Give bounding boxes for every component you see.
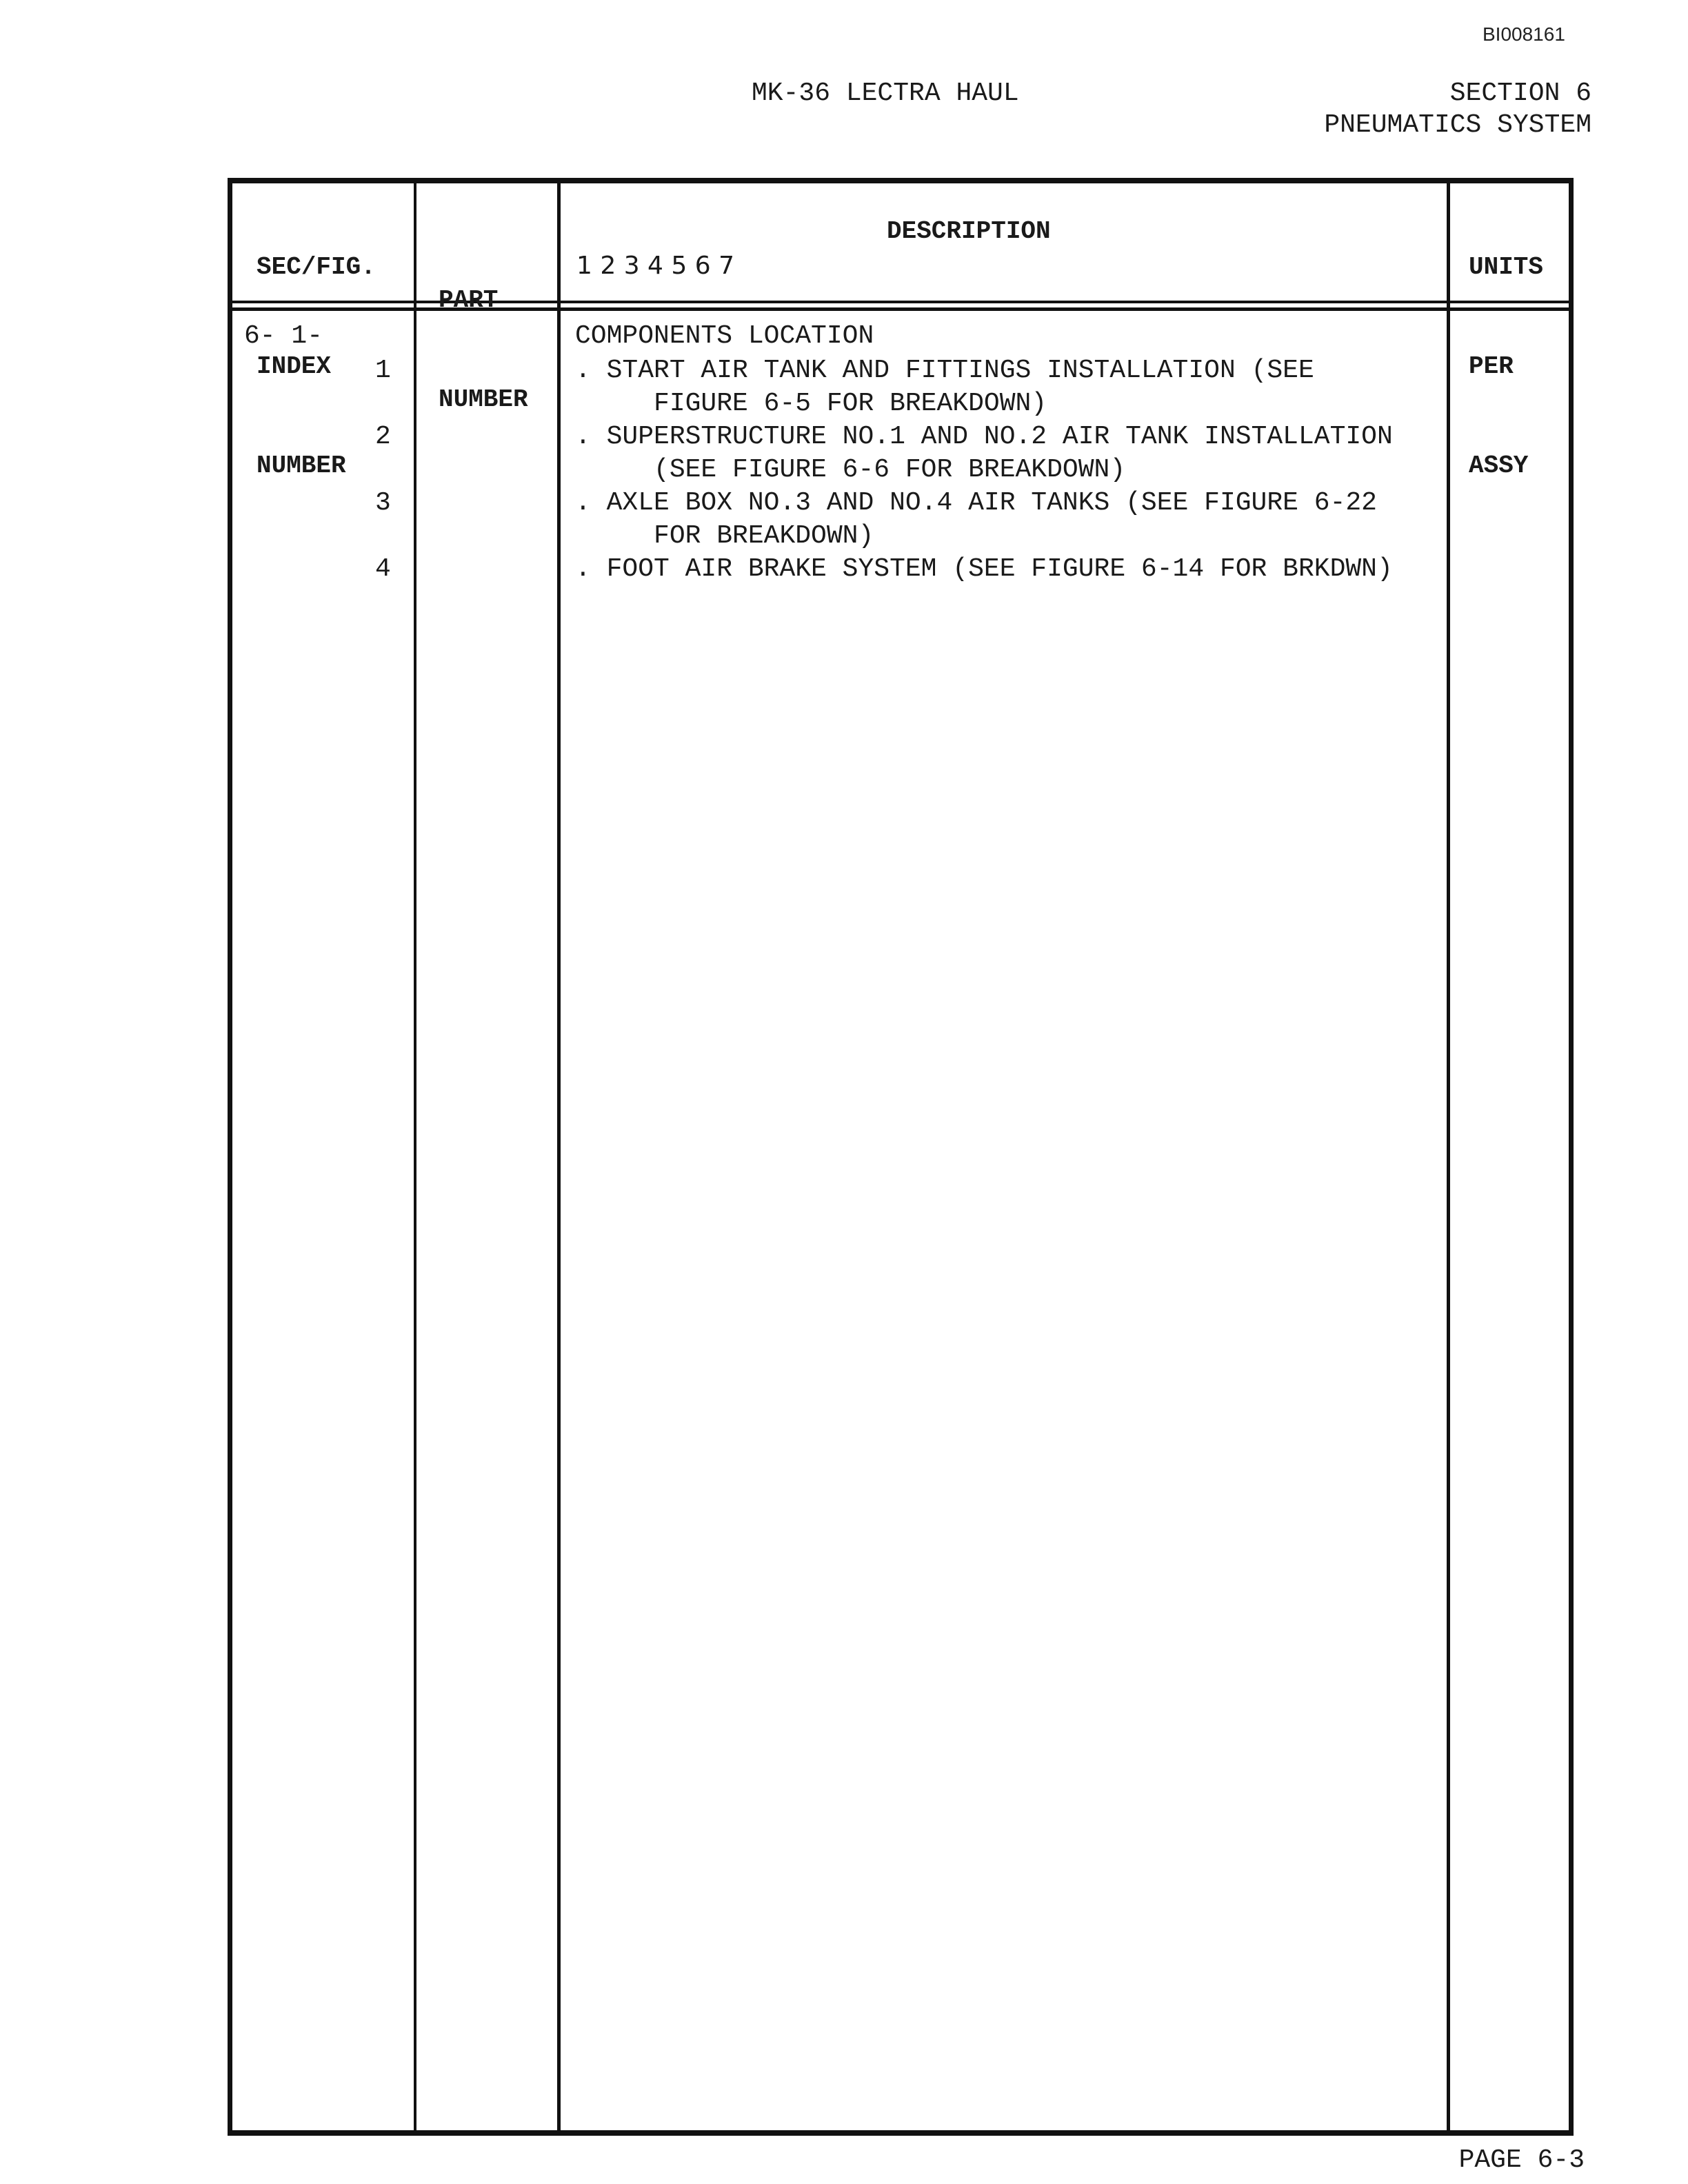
table-border-left (228, 178, 232, 2136)
description-line-4: . SUPERSTRUCTURE NO.1 AND NO.2 AIR TANK INSTALLATION (575, 422, 1393, 452)
index-number-1: 1 (375, 356, 391, 385)
header-units-line-2: PER (1469, 352, 1514, 381)
column-divider-2 (557, 178, 561, 2136)
header-index-line-3: NUMBER (257, 452, 346, 480)
description-line-8: . FOOT AIR BRAKE SYSTEM (SEE FIGURE 6-14 FOR BRKDWN) (575, 554, 1393, 584)
header-part-line-2: NUMBER (439, 385, 528, 414)
description-line-5: (SEE FIGURE 6-6 FOR BREAKDOWN) (575, 455, 1126, 485)
page-number: PAGE 6-3 (1458, 2145, 1585, 2175)
document-id: BI008161 (1483, 23, 1565, 45)
index-number-2: 2 (375, 422, 391, 452)
section-label: SECTION 6 (1449, 79, 1591, 108)
system-label: PNEUMATICS SYSTEM (1324, 110, 1591, 140)
header-description-title: DESCRIPTION (887, 217, 1051, 245)
header-units-line-3: ASSY (1469, 452, 1529, 480)
description-line-1: COMPONENTS LOCATION (575, 321, 874, 351)
description-line-7: FOR BREAKDOWN) (575, 521, 874, 551)
document-title: MK-36 LECTRA HAUL (752, 79, 1019, 108)
header-index-column (257, 185, 376, 549)
column-divider-3 (1447, 178, 1450, 2136)
header-part-line-1: PART (439, 286, 499, 314)
parts-table (228, 178, 1574, 2136)
header-part-column (439, 218, 528, 483)
header-index-line-1: SEC/FIG. (257, 253, 376, 281)
description-line-2: . START AIR TANK AND FITTINGS INSTALLATION (SEE (575, 356, 1314, 385)
figure-reference: 6- 1- (244, 321, 323, 351)
index-number-4: 4 (375, 554, 391, 584)
table-border-right (1569, 178, 1574, 2136)
table-border-top (228, 178, 1574, 183)
description-line-3: FIGURE 6-5 FOR BREAKDOWN) (575, 389, 1047, 418)
header-description-levels: 1 2 3 4 5 6 7 (576, 252, 734, 280)
column-divider-1 (414, 178, 416, 2136)
header-rule (228, 301, 1574, 303)
header-units-column (1469, 185, 1543, 549)
header-rule-2 (228, 307, 1574, 311)
header-units-line-1: UNITS (1469, 253, 1544, 281)
description-line-6: . AXLE BOX NO.3 AND NO.4 AIR TANKS (SEE FIGURE 6-22 (575, 488, 1377, 518)
index-number-3: 3 (375, 488, 391, 518)
table-border-bottom (228, 2130, 1574, 2136)
header-index-line-2: INDEX (257, 352, 332, 381)
